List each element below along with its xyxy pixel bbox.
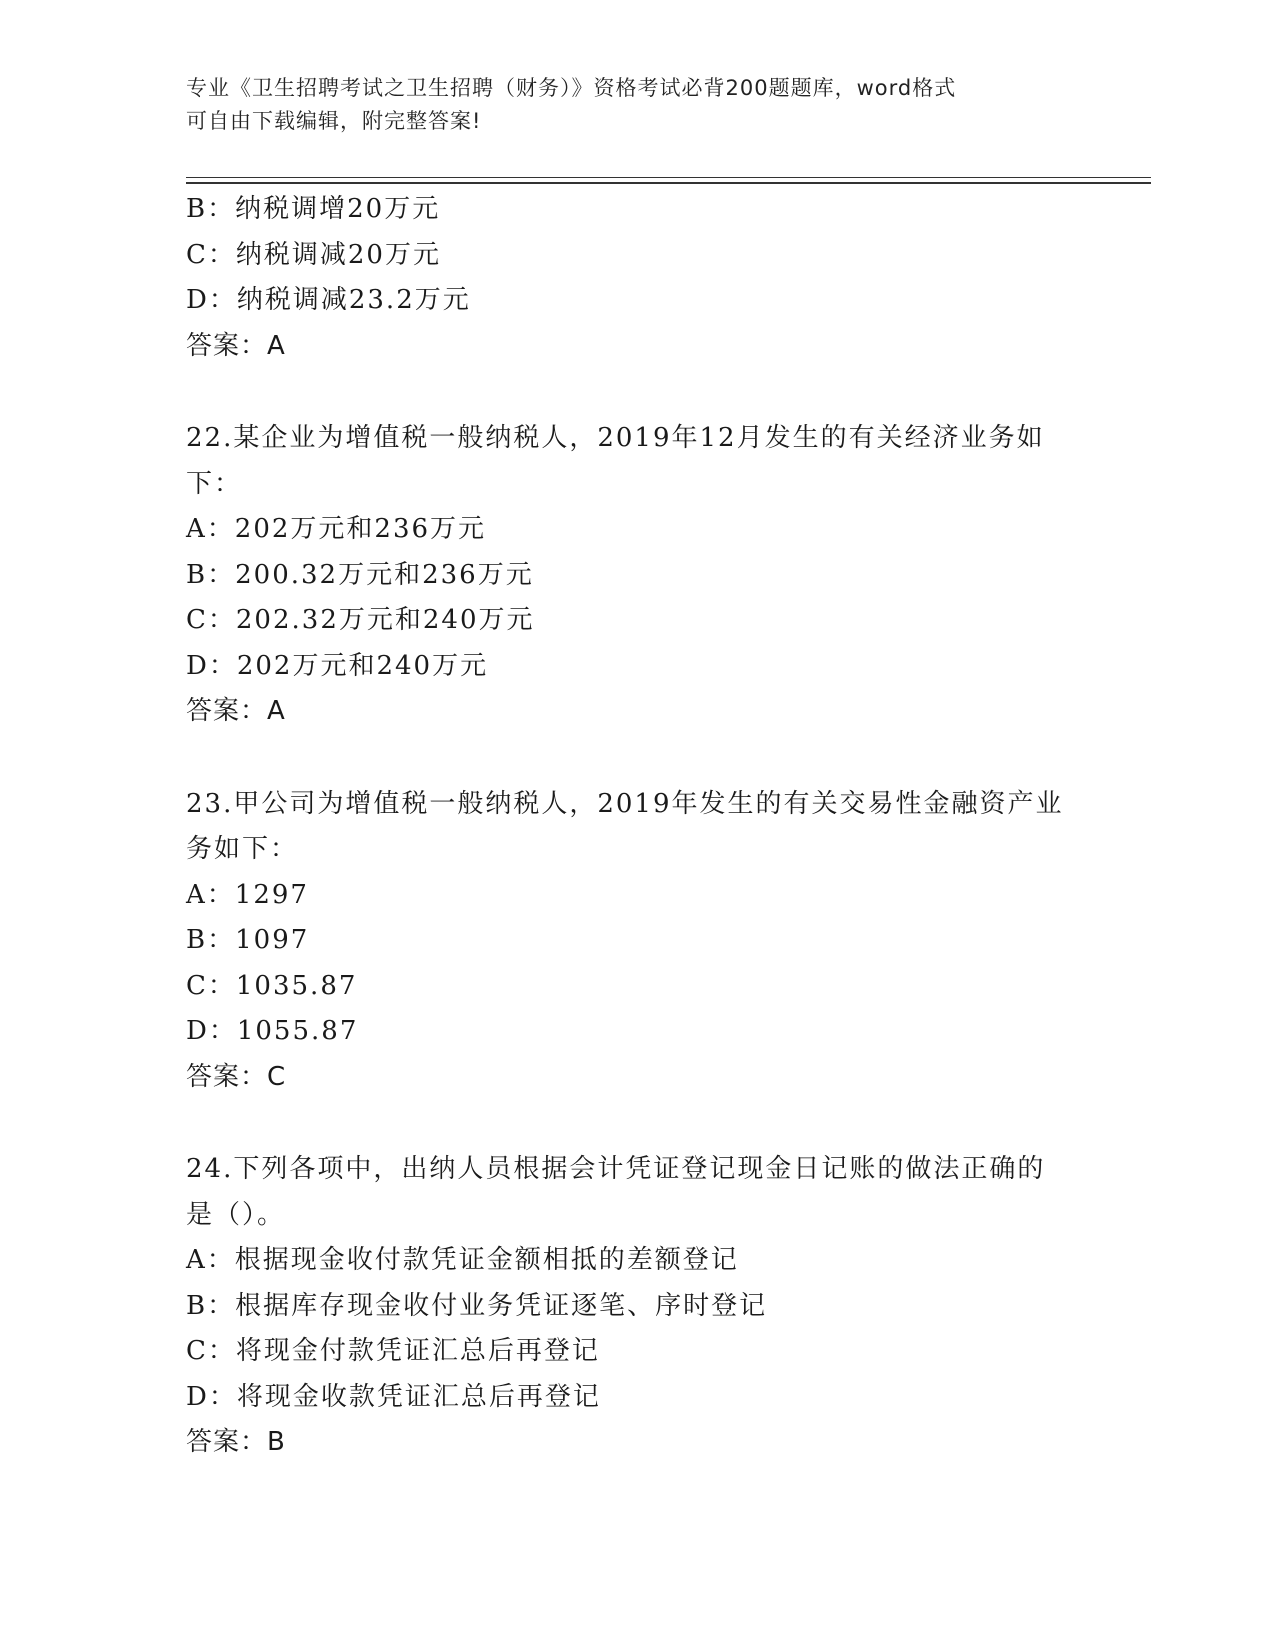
answer-line: 答案：B bbox=[186, 1427, 286, 1457]
question-stem-line: 24.下列各项中，出纳人员根据会计凭证登记现金日记账的做法正确的 bbox=[186, 1154, 1046, 1184]
option-c: C：202.32万元和240万元 bbox=[186, 605, 535, 635]
header-rule-thick bbox=[186, 182, 1151, 184]
answer-line: 答案：C bbox=[186, 1061, 287, 1092]
spacer bbox=[186, 369, 1086, 416]
option-d: D：202万元和240万元 bbox=[186, 650, 489, 681]
header-line-2: 可自由下载编辑，附完整答案! bbox=[186, 109, 482, 133]
answer-line: 答案：A bbox=[186, 696, 286, 726]
spacer bbox=[186, 735, 1086, 782]
option-b: B：纳税调增20万元 bbox=[186, 194, 441, 224]
header-rule-thin bbox=[186, 177, 1151, 178]
answer-line: 答案：A bbox=[186, 330, 286, 361]
question-stem-line: 务如下： bbox=[186, 834, 299, 864]
document-header bbox=[186, 72, 1066, 138]
option-a: A：1297 bbox=[186, 879, 309, 910]
question-stem-line: 下： bbox=[186, 468, 243, 499]
option-b: B：根据库存现金收付业务凭证逐笔、序时登记 bbox=[186, 1290, 768, 1321]
option-b: B：200.32万元和236万元 bbox=[186, 559, 534, 590]
spacer bbox=[186, 1100, 1086, 1147]
question-22-block bbox=[186, 416, 1086, 735]
question-stem-line: 23.甲公司为增值税一般纳税人，2019年发生的有关交易性金融资产业 bbox=[186, 788, 1064, 819]
question-stem-line: 是（）。 bbox=[186, 1199, 286, 1230]
question-stem-line: 22.某企业为增值税一般纳税人，2019年12月发生的有关经济业务如 bbox=[186, 423, 1045, 453]
option-c: C：1035.87 bbox=[186, 970, 358, 1001]
option-b: B：1097 bbox=[186, 925, 310, 955]
prev-question-block bbox=[186, 187, 1086, 369]
option-d: D：纳税调减23.2万元 bbox=[186, 285, 471, 315]
option-a: A：根据现金收付款凭证金额相抵的差额登记 bbox=[186, 1245, 739, 1275]
question-23-block bbox=[186, 782, 1086, 1101]
header-line-1: 专业《卫生招聘考试之卫生招聘（财务）》资格考试必背200题题库，word格式 bbox=[186, 76, 957, 100]
option-d: D：将现金收款凭证汇总后再登记 bbox=[186, 1381, 601, 1412]
question-content bbox=[186, 187, 1086, 1466]
option-a: A：202万元和236万元 bbox=[186, 514, 487, 544]
option-d: D：1055.87 bbox=[186, 1016, 359, 1046]
option-c: C：纳税调减20万元 bbox=[186, 239, 441, 270]
option-c: C：将现金付款凭证汇总后再登记 bbox=[186, 1336, 600, 1366]
question-24-block bbox=[186, 1147, 1086, 1466]
